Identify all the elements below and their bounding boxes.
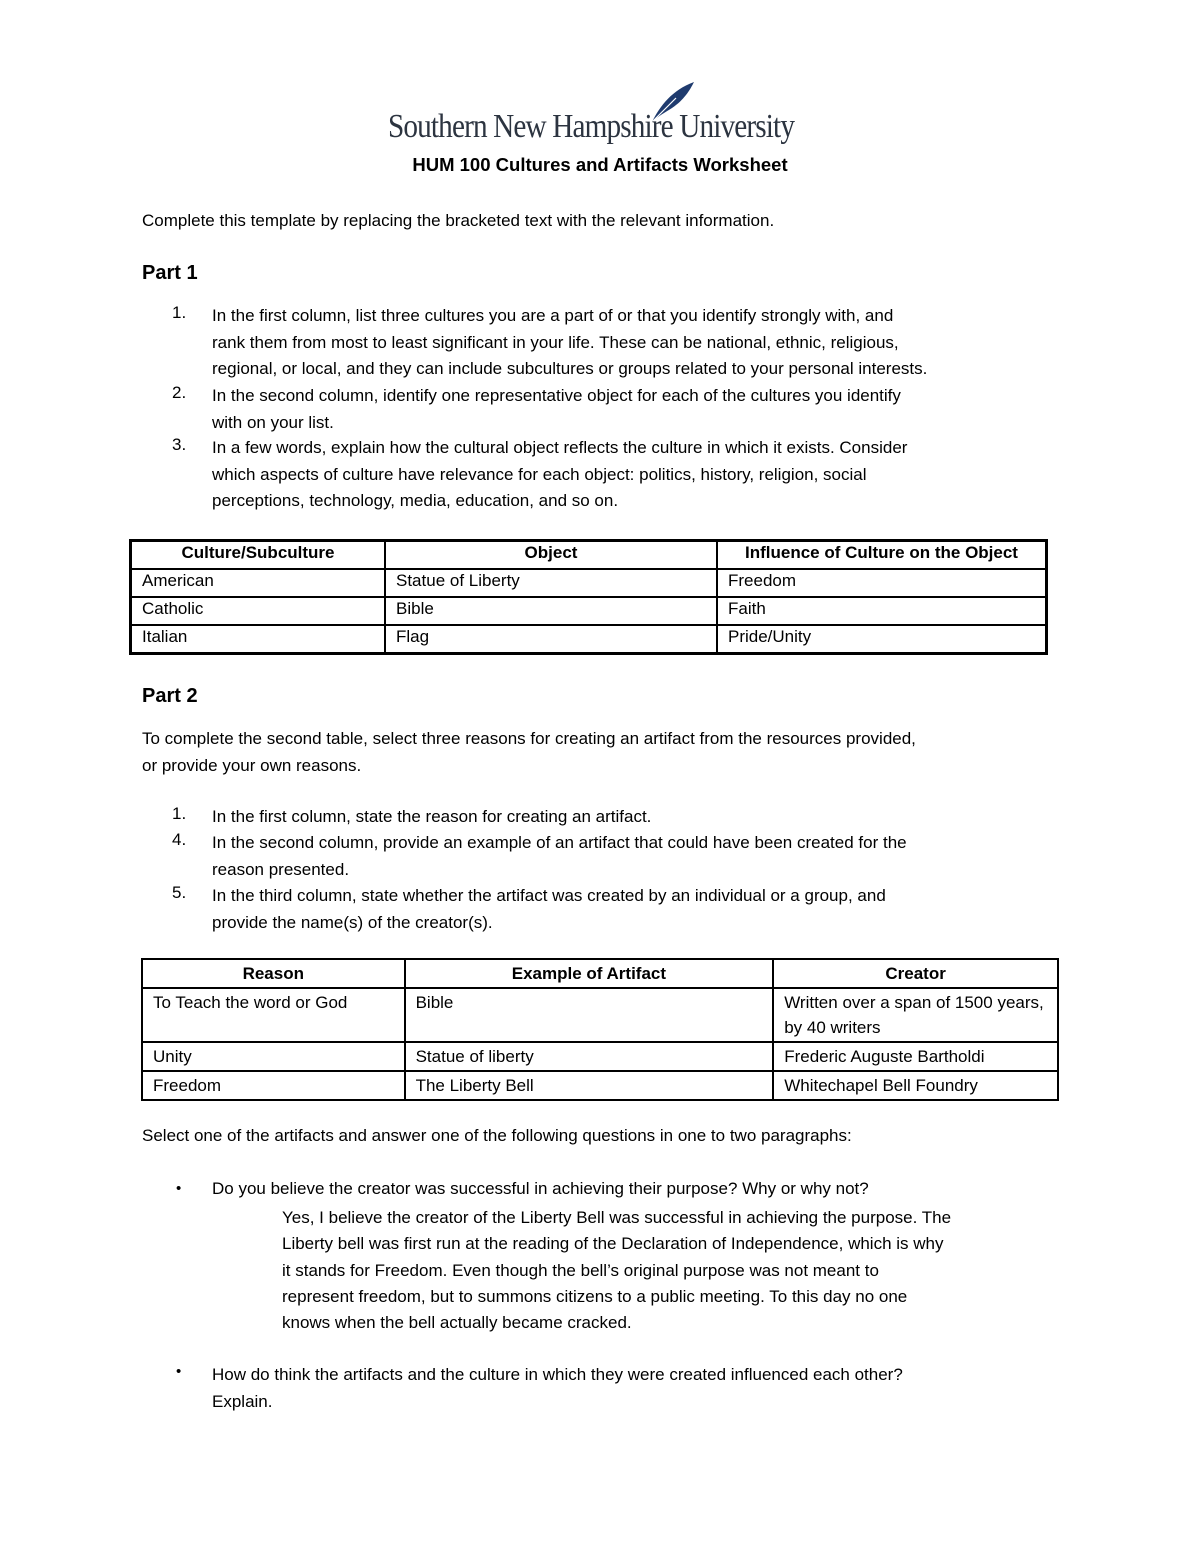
table-cell: Whitechapel Bell Foundry [773,1071,1058,1100]
list-line: In the first column, state the reason for creating an artifact. [212,807,652,826]
question-line: Explain. [212,1391,273,1411]
part2-intro [142,726,916,779]
part2-heading: Part 2 [142,685,198,707]
list-line: In a few words, explain how the cultural object reflects the culture in which it exists. Consider [212,438,908,457]
list-line: which aspects of culture have relevance for each object: politics, history, religion, social [212,464,867,484]
answer-line: Liberty bell was first run at the reading of the Declaration of Independence, which is why [282,1234,944,1254]
artifacts-table [141,958,1059,1101]
table-row [131,625,1047,654]
intro-line: or provide your own reasons. [142,755,362,775]
university-logo [388,80,818,150]
table-header: Reason [142,959,405,988]
table-cell: Italian [131,625,386,654]
table-header: Culture/Subculture [131,541,386,570]
table-cell: Unity [142,1042,405,1071]
table-cell: Catholic [131,597,386,625]
table-header: Influence of Culture on the Object [717,541,1047,570]
page-title: HUM 100 Cultures and Artifacts Worksheet [412,154,788,175]
table-cell: Faith [717,597,1047,625]
question-line: How do think the artifacts and the culture in which they were created influenced each other? [212,1365,903,1384]
list-line: rank them from most to least significant in your life. These can be national, ethnic, religious, [212,332,899,352]
list-number: 1. [172,804,187,823]
table-cell: American [131,569,386,597]
table-cell: Frederic Auguste Bartholdi [773,1042,1058,1071]
table-row [142,1071,1058,1100]
bullet-icon: • [176,1363,182,1380]
intro-text: Complete this template by replacing the bracketed text with the relevant information. [142,211,775,230]
table-row [142,1042,1058,1071]
question-1: Do you believe the creator was successful in achieving their purpose? Why or why not? [212,1179,869,1198]
table-row [142,988,1058,1042]
table-cell: Bible [385,597,717,625]
table-header: Example of Artifact [405,959,774,988]
table-cell: To Teach the word or God [142,988,405,1042]
answer-line: it stands for Freedom. Even though the bell’s original purpose was not meant to [282,1260,879,1280]
table-header: Object [385,541,717,570]
list-line: reason presented. [212,859,350,879]
table-cell: Written over a span of 1500 years, by 40 writers [773,988,1058,1042]
table-cell: Freedom [142,1071,405,1100]
table-cell: Flag [385,625,717,654]
intro-line: To complete the second table, select three reasons for creating an artifact from the resources provided, [142,729,916,748]
list-line: In the first column, list three cultures you are a part of or that you identify strongly with, and [212,306,894,325]
list-number: 4. [172,830,187,849]
list-line: In the second column, identify one representative object for each of the cultures you identify [212,386,901,405]
part1-heading: Part 1 [142,262,198,284]
table-row [131,597,1047,625]
question-2 [212,1362,903,1415]
answer-line: Yes, I believe the creator of the Liberty Bell was successful in achieving the purpose. The [282,1208,952,1227]
table-header: Creator [773,959,1058,988]
list-line: provide the name(s) of the creator(s). [212,912,493,932]
list-number: 5. [172,883,187,902]
table-cell: Statue of liberty [405,1042,774,1071]
list-number: 3. [172,435,187,454]
answer-paragraph [282,1205,1082,1336]
table-cell: Pride/Unity [717,625,1047,654]
list-number: 2. [172,383,187,402]
list-line: In the third column, state whether the artifact was created by an individual or a group, and [212,886,886,905]
cultures-table [129,539,1048,655]
answer-line: represent freedom, but to summons citizens to a public meeting. To this day no one [282,1286,908,1306]
list-line: In the second column, provide an example of an artifact that could have been created for the [212,833,907,852]
list-line: perceptions, technology, media, education, and so on. [212,491,619,510]
logo-text: Southern New Hampshire University [388,108,795,145]
table-cell: Freedom [717,569,1047,597]
questions-prompt: Select one of the artifacts and answer one of the following questions in one to two paragraphs: [142,1126,852,1145]
list-number: 1. [172,303,187,322]
list-line: with on your list. [212,412,334,432]
bullet-icon: • [176,1180,182,1197]
table-cell: Statue of Liberty [385,569,717,597]
table-row [131,569,1047,597]
list-line: regional, or local, and they can include subcultures or groups related to your personal interests. [212,359,928,378]
table-cell: Bible [405,988,774,1042]
table-cell: The Liberty Bell [405,1071,774,1100]
answer-line: knows when the bell actually became cracked. [282,1313,632,1333]
